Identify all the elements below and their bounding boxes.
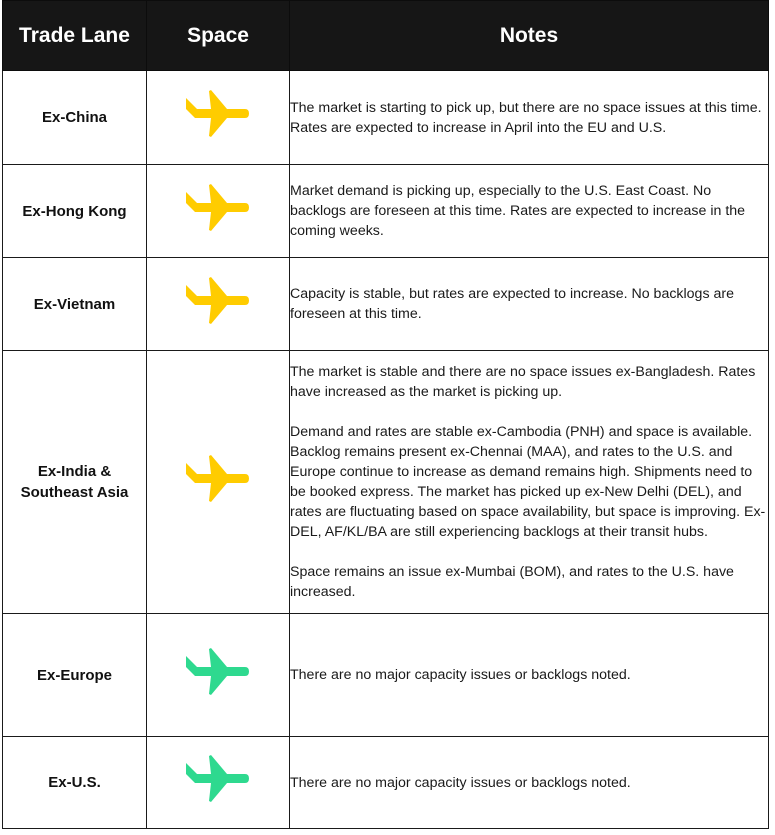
trade-lane-cell: Ex-Hong Kong bbox=[3, 165, 147, 258]
notes-cell bbox=[290, 351, 769, 614]
trade-lane-cell: Ex-U.S. bbox=[3, 737, 147, 829]
trade-lane-cell: Ex-Vietnam bbox=[3, 258, 147, 351]
notes-paragraph: There are no major capacity issues or backlogs noted. bbox=[290, 667, 631, 683]
notes-paragraph: Demand and rates are stable ex-Cambodia (PNH) and space is available. Backlog remains present ex-Chennai (MAA), and rates to the U.S. and Europe continue to increase as demand remains high. Shipments need to be booked express. The market has picked up ex-New Delhi (DEL), and rates are fluctuating based on space availability, but space is improving. Ex-DEL, AF/KL/BA are still experiencing backlogs at their transit hubs. bbox=[290, 424, 766, 540]
table-header bbox=[3, 1, 769, 71]
space-cell bbox=[147, 351, 290, 614]
notes-paragraph: The market is stable and there are no space issues ex-Bangladesh. Rates have increased as the market is picking up. bbox=[290, 364, 756, 400]
notes-cell bbox=[290, 165, 769, 258]
header-space: Space bbox=[147, 1, 290, 71]
table-row bbox=[3, 614, 769, 737]
airplane-icon bbox=[185, 455, 251, 505]
trade-lane-cell: Ex-Europe bbox=[3, 614, 147, 737]
airplane-icon bbox=[185, 755, 251, 805]
airplane-icon bbox=[185, 277, 251, 327]
space-cell bbox=[147, 165, 290, 258]
notes-paragraph: The market is starting to pick up, but there are no space issues at this time. Rates are expected to increase in April into the EU and U.S. bbox=[290, 99, 762, 136]
airplane-icon bbox=[185, 184, 251, 234]
notes-paragraph: Market demand is picking up, especially to the U.S. East Coast. No backlogs are foreseen at this time. Rates are expected to increase in the coming weeks. bbox=[290, 183, 746, 239]
space-cell bbox=[147, 614, 290, 737]
notes-paragraph: Capacity is stable, but rates are expected to increase. No backlogs are foreseen at this time. bbox=[290, 286, 734, 322]
trade-lane-table bbox=[2, 0, 769, 829]
space-cell bbox=[147, 737, 290, 829]
notes-paragraph: Space remains an issue ex-Mumbai (BOM), and rates to the U.S. have increased. bbox=[290, 564, 734, 600]
table-row bbox=[3, 71, 769, 165]
header-notes: Notes bbox=[290, 1, 769, 71]
notes-cell bbox=[290, 258, 769, 351]
trade-lane-cell: Ex-China bbox=[3, 71, 147, 165]
notes-paragraph: There are no major capacity issues or backlogs noted. bbox=[290, 774, 631, 791]
space-cell bbox=[147, 71, 290, 165]
table-row bbox=[3, 737, 769, 829]
header-trade-lane: Trade Lane bbox=[3, 1, 147, 71]
notes-cell bbox=[290, 71, 769, 165]
table-row bbox=[3, 351, 769, 614]
airplane-icon bbox=[185, 648, 251, 698]
table-row bbox=[3, 165, 769, 258]
trade-lane-cell: Ex-India & Southeast Asia bbox=[3, 351, 147, 614]
table-row bbox=[3, 258, 769, 351]
airplane-icon bbox=[185, 90, 251, 140]
notes-cell bbox=[290, 614, 769, 737]
space-cell bbox=[147, 258, 290, 351]
notes-cell bbox=[290, 737, 769, 829]
